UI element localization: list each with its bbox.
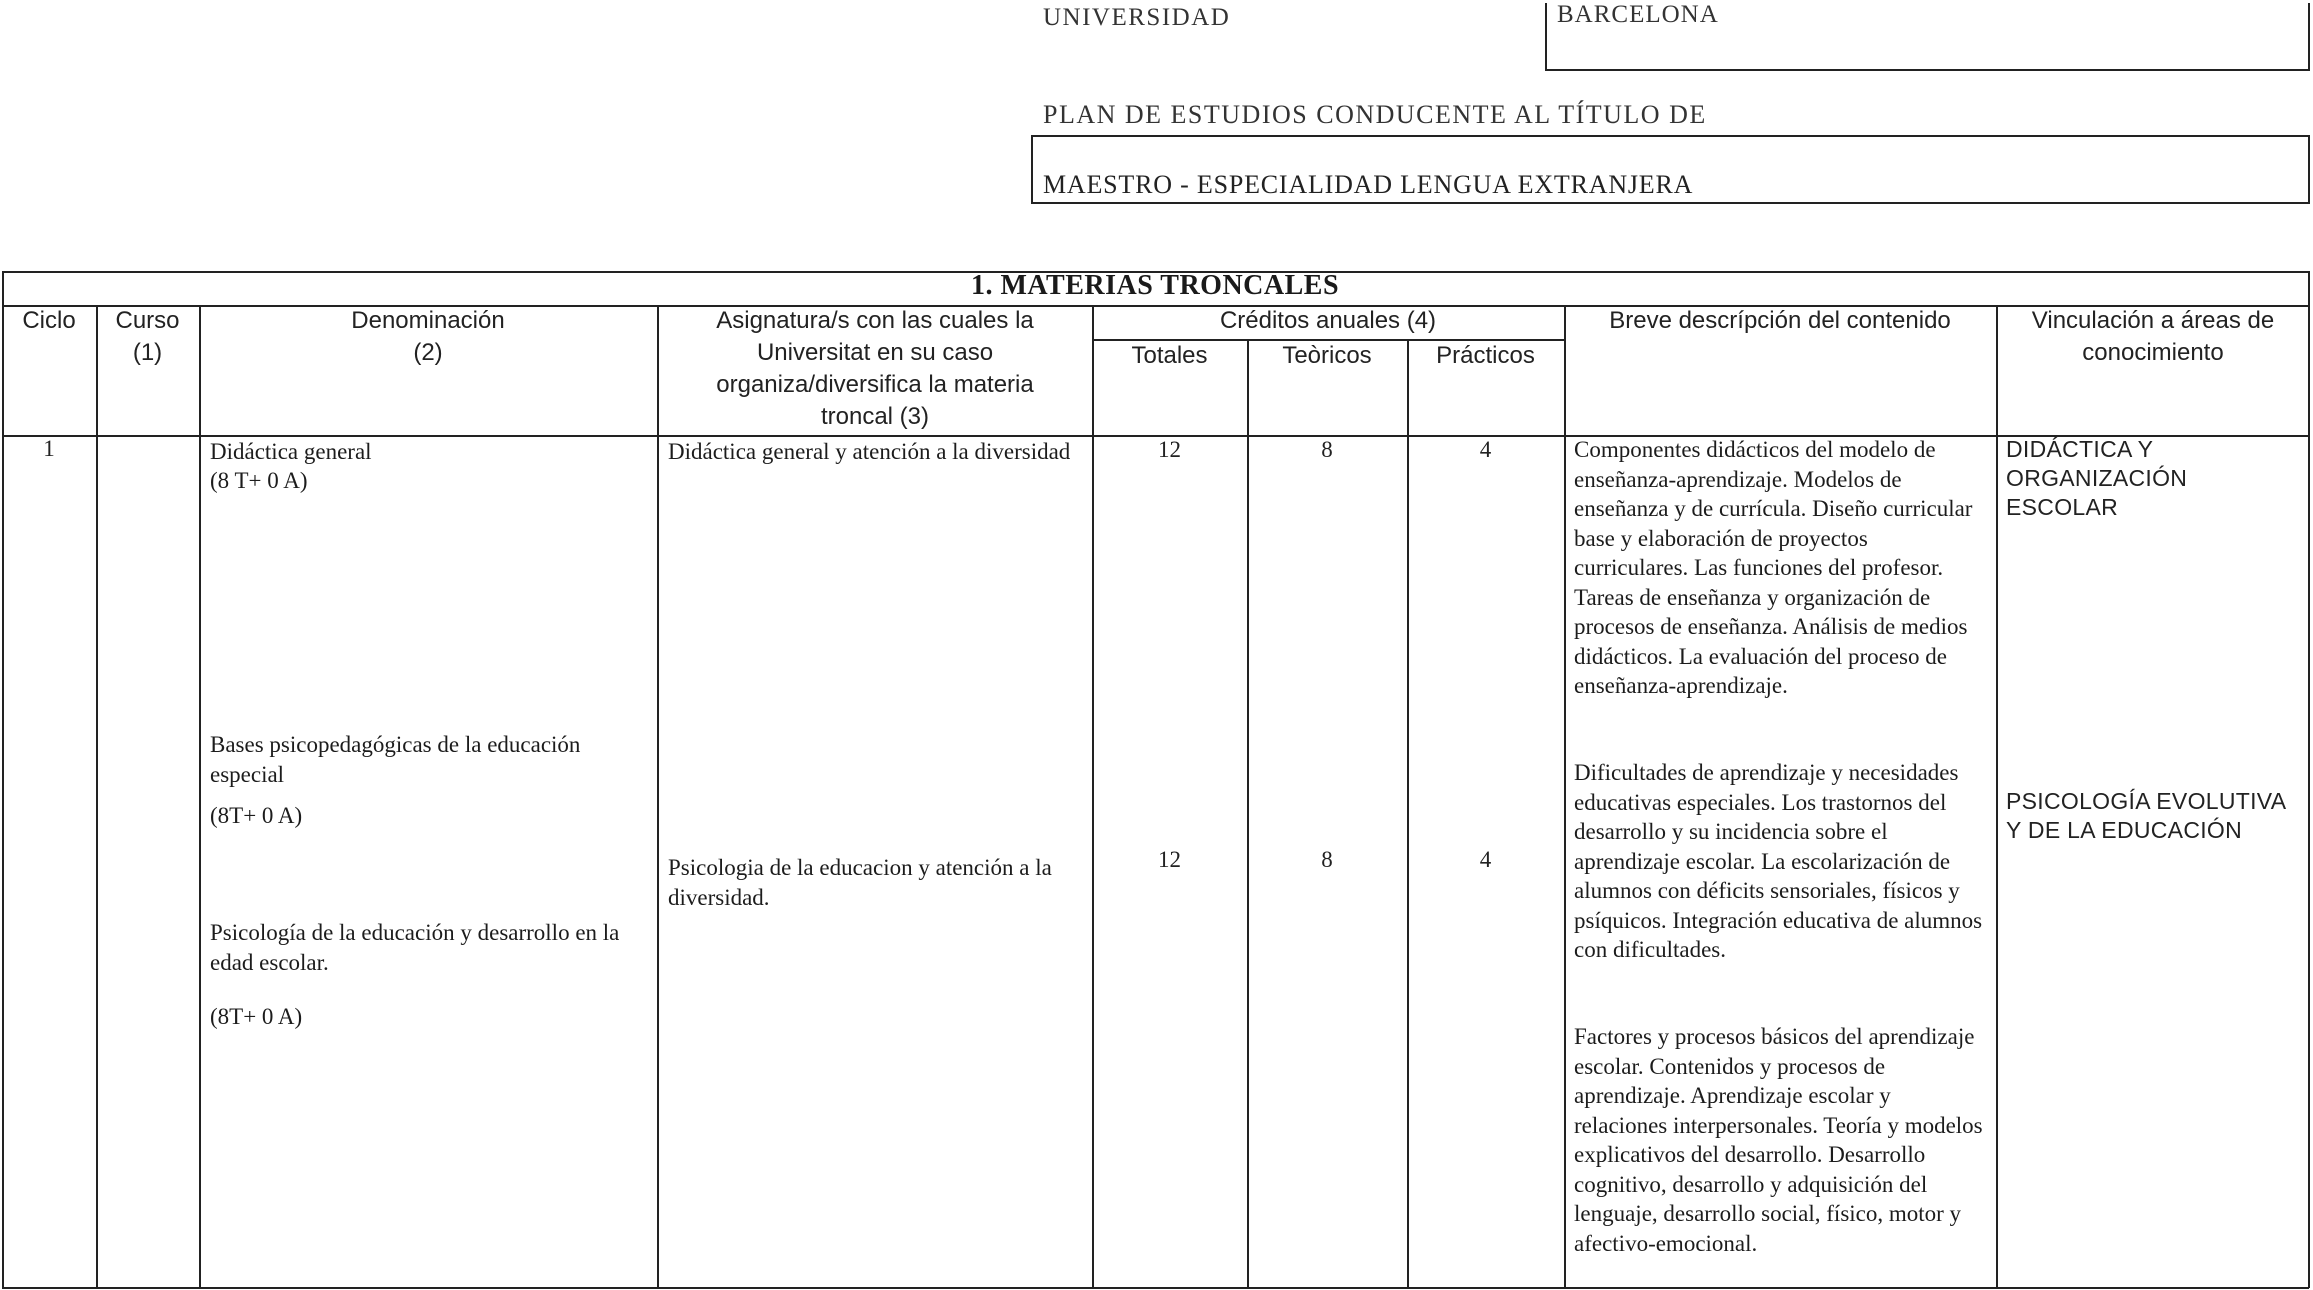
table-title: 1. MATERIAS TRONCALES xyxy=(970,270,1340,301)
col-denominacion-note: (2) xyxy=(413,339,443,366)
denominacion-3-name: Psicología de la educación y desarrollo en la edad escolar. xyxy=(210,920,620,975)
col-practicos: Prácticos xyxy=(1436,342,1535,369)
col-ciclo: Ciclo xyxy=(22,307,76,334)
asignatura-2-totales: 12 xyxy=(1158,847,1181,872)
universidad-value: BARCELONA xyxy=(1557,1,1719,28)
denominacion-2-name: Bases psicopedagógicas de la educación especial xyxy=(210,732,581,787)
asignatura-2-teoricos: 8 xyxy=(1321,847,1333,872)
asignatura-2-practicos: 4 xyxy=(1479,847,1492,872)
asignatura-1-totales: 12 xyxy=(1158,437,1181,462)
col-teoricos: Teòricos xyxy=(1282,342,1372,369)
descripcion-2: Dificultades de aprendizaje y necesidades educativas especiales. Los trastornos del desarrollo y su incidencia sobre el aprendizaje escolar. La escolarización de alumnos con déficits sensoriales, físicos y psíquicos. Integración educativa de alumnos con dificultades. xyxy=(1574,760,1983,962)
universidad-label: UNIVERSIDAD xyxy=(1043,4,1231,31)
asignatura-1-name: Didáctica general y atención a la diversidad xyxy=(668,439,1071,464)
denominacion-1-name: Didáctica general xyxy=(210,439,372,464)
col-vinculacion: Vinculación a áreas de conocimiento xyxy=(2031,307,2275,366)
asignatura-2-name: Psicologia de la educacion y atención a la diversidad. xyxy=(668,855,1052,910)
col-curso: Curso xyxy=(115,307,180,334)
col-curso-note: (1) xyxy=(132,339,163,366)
titulo-value: MAESTRO - ESPECIALIDAD LENGUA EXTRANJERA xyxy=(1043,170,1694,199)
col-creditos: Créditos anuales (4) xyxy=(1219,307,1437,334)
plan-label: PLAN DE ESTUDIOS CONDUCENTE AL TÍTULO DE xyxy=(1043,100,1707,129)
col-asignatura: Asignatura/s con las cuales la Universitat en su caso organiza/diversifica la materia troncal (3) xyxy=(716,307,1034,430)
ciclo-value: 1 xyxy=(43,436,55,461)
col-denominacion: Denominación xyxy=(351,307,505,334)
col-descripcion: Breve descrípción del contenido xyxy=(1609,307,1951,334)
asignatura-1-practicos: 4 xyxy=(1479,437,1492,462)
area-1: DIDÁCTICA Y ORGANIZACIÓN ESCOLAR xyxy=(2006,436,2188,520)
area-2: PSICOLOGÍA EVOLUTIVA Y DE LA EDUCACIÓN xyxy=(2006,788,2286,843)
denominacion-2-credits: (8T+ 0 A) xyxy=(210,803,303,828)
denominacion-3-credits: (8T+ 0 A) xyxy=(210,1004,303,1029)
descripcion-1: Componentes didácticos del modelo de enseñanza-aprendizaje. Modelos de enseñanza y de currícula. Diseño curricular base y elaboración de proyectos curriculares. Las funciones del profesor. Tareas de enseñanza y organización de procesos de enseñanza. Análisis de medios didácticos. La evaluación del proceso de enseñanza-aprendizaje. xyxy=(1574,437,1973,698)
asignatura-1-teoricos: 8 xyxy=(1321,437,1333,462)
col-totales: Totales xyxy=(1131,342,1208,369)
descripcion-3: Factores y procesos básicos del aprendizaje escolar. Contenidos y procesos de aprendizaje. Aprendizaje escolar y relaciones interpersonales. Teoría y modelos explicativos del desarrollo. Desarrollo cognitivo, desarrollo y adquisición del lenguaje, desarrollo social, físico, motor y afectivo-emocional. xyxy=(1574,1024,1983,1256)
denominacion-1-credits: (8 T+ 0 A) xyxy=(210,468,308,493)
